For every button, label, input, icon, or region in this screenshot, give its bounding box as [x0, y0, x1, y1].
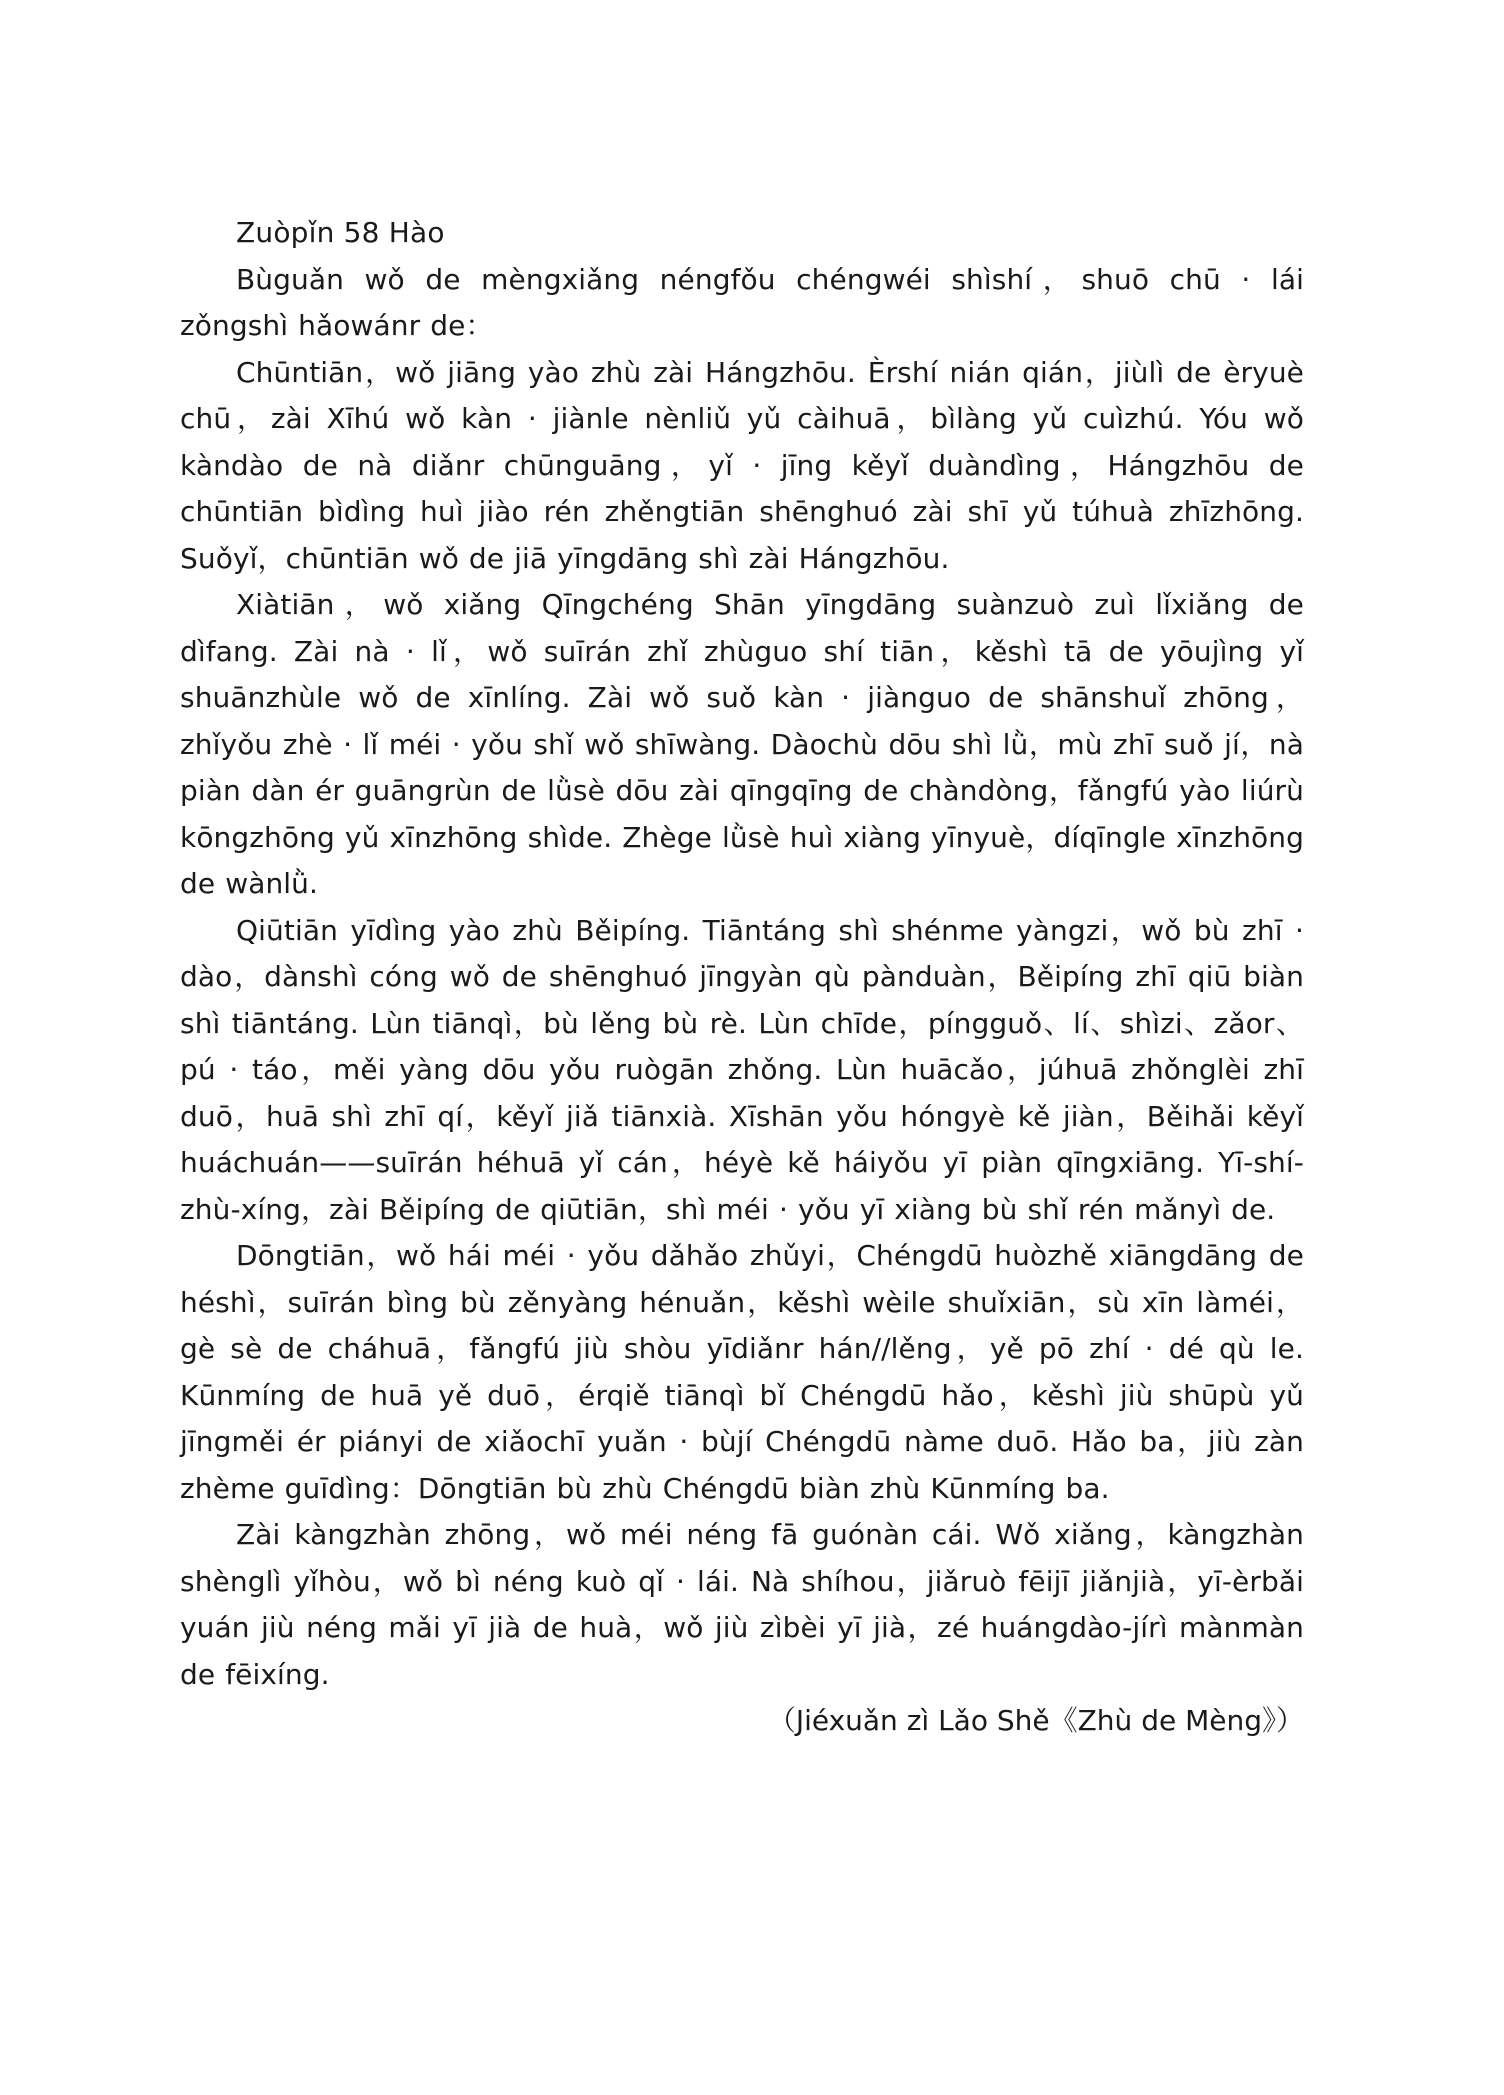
paragraph-intro: Bùguǎn wǒ de mèngxiǎng néngfǒu chéngwéi shìshí，shuō chū · lái zǒngshì hǎowánr de： [180, 262, 1304, 342]
paragraph-summer: Xiàtiān，wǒ xiǎng Qīngchéng Shān yīngdāng suànzuò zuì lǐxiǎng de dìfang. Zài nà · lǐ，wǒ suīrán zhǐ zhùguo shí tiān，kěshì tā de yōujìng yǐ shuānzhùle wǒ de xīnlíng. Zài wǒ suǒ kàn · jiànguo de shānshuǐ zhōng，zhǐyǒu zhè · lǐ méi · yǒu shǐ wǒ shīwàng. Dàochù dōu shì lǜ，mù zhī suǒ jí，nà piàn dàn ér guāngrùn de lǜsè dōu zài qīngqīng de chàndòng，fǎngfú yào liúrù kōngzhōng yǔ xīnzhōng shìde. Zhège lǜsè huì xiàng yīnyuè，díqīngle xīnzhōng de wànlǜ. [180, 588, 1304, 900]
paragraph-spring: Chūntiān，wǒ jiāng yào zhù zài Hángzhōu. Èrshí nián qián，jiùlì de èryuè chū，zài Xīhú wǒ kàn · jiànle nènliǔ yǔ càihuā，bìlàng yǔ cuìzhú. Yóu wǒ kàndào de nà diǎnr chūnguāng，yǐ · jīng kěyǐ duàndìng，Hángzhōu de chūntiān bìdìng huì jiào rén zhěngtiān shēnghuó zài shī yǔ túhuà zhīzhōng. Suǒyǐ，chūntiān wǒ de jiā yīngdāng shì zài Hángzhōu. [180, 355, 1304, 575]
paragraph-winter: Dōngtiān，wǒ hái méi · yǒu dǎhǎo zhǔyi，Chéngdū huòzhě xiāngdāng de héshì，suīrán bìng bù zěnyàng hénuǎn，kěshì wèile shuǐxiān，sù xīn làméi，gè sè de cháhuā，fǎngfú jiù shòu yīdiǎnr hán//lěng，yě pō zhí · dé qù le. Kūnmíng de huā yě duō，érqiě tiānqì bǐ Chéngdū hǎo，kěshì jiù shūpù yǔ jīngměi ér piányi de xiǎochī yuǎn · bùjí Chéngdū nàme duō. Hǎo ba，jiù zàn zhème guīdìng：Dōngtiān bù zhù Chéngdū biàn zhù Kūnmíng ba. [180, 1239, 1304, 1505]
paragraph-closing: Zài kàngzhàn zhōng，wǒ méi néng fā guónàn cái. Wǒ xiǎng，kàngzhàn shènglì yǐhòu，wǒ bì néng kuò qǐ · lái. Nà shíhou，jiǎruò fēijī jiǎnjià，yī-èrbǎi yuán jiù néng mǎi yī jià de huà，wǒ jiù zìbèi yī jià，zé huángdào-jírì mànmàn de fēixíng. [180, 1518, 1304, 1691]
work-title: Zuòpǐn 58 Hào [236, 216, 445, 249]
document-page [180, 210, 1304, 1745]
paragraph-autumn: Qiūtiān yīdìng yào zhù Běipíng. Tiāntáng shì shénme yàngzi，wǒ bù zhī · dào，dànshì cóng wǒ de shēnghuó jīngyàn qù pànduàn，Běipíng zhī qiū biàn shì tiāntáng. Lùn tiānqì，bù lěng bù rè. Lùn chīde，píngguǒ、lí、shìzi、zǎor、pú · táo，měi yàng dōu yǒu ruògān zhǒng. Lùn huācǎo，júhuā zhǒnglèi zhī duō，huā shì zhī qí，kěyǐ jiǎ tiānxià. Xīshān yǒu hóngyè kě jiàn，Běihǎi kěyǐ huáchuán——suīrán héhuā yǐ cán，héyè kě háiyǒu yī piàn qīngxiāng. Yī-shí-zhù-xíng，zài Běipíng de qiūtiān，shì méi · yǒu yī xiàng bù shǐ rén mǎnyì de. [180, 913, 1304, 1226]
source-citation: （Jiéxuǎn zì Lǎo Shě《Zhù de Mèng》） [767, 1704, 1304, 1737]
